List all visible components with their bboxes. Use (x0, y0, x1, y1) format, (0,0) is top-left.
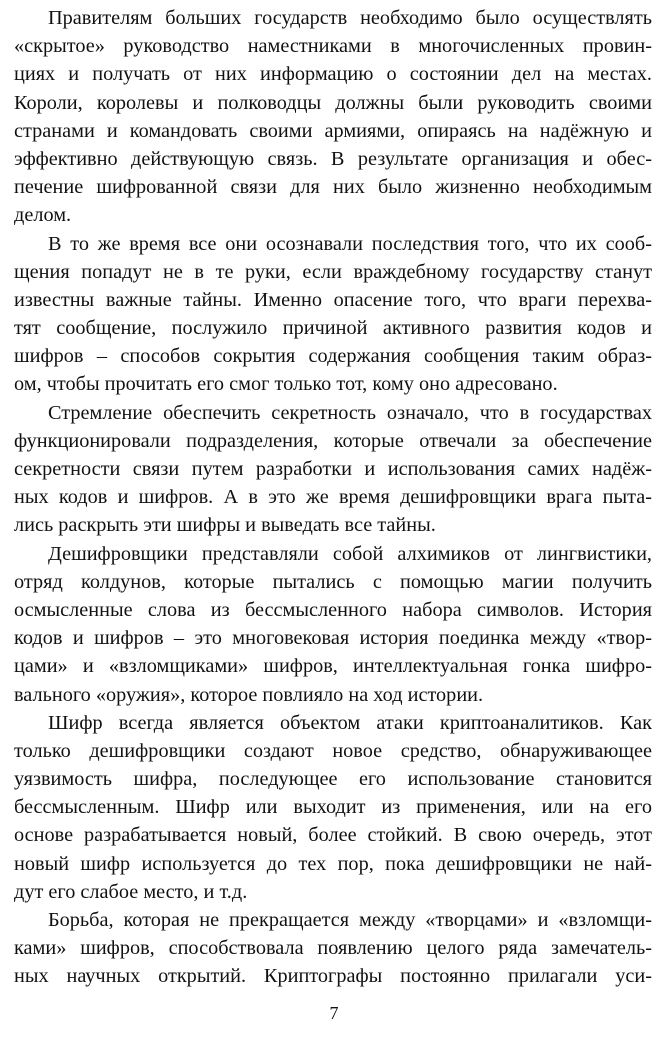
text-line: отряд колдунов, которые пытались с помощью магии получить (14, 570, 652, 593)
text-line: ками» шифров, способствовала появлению целого ряда замечатель- (14, 937, 652, 960)
text-line: основе разрабатывается новый, более стойкий. В свою очередь, этот (14, 824, 652, 847)
text-line: тят сообщение, послужило причиной активного развития кодов и (14, 317, 652, 340)
text-line: цами» и «взломщиками» шифров, интеллектуальная гонка шифро- (14, 655, 652, 678)
text-line: Короли, королевы и полководцы должны были руководить своими (14, 91, 652, 114)
paragraph (14, 709, 652, 906)
text-line: делом. (14, 204, 72, 227)
text-line: странами и командовать своими армиями, опираясь на надёжную и (14, 119, 652, 142)
text-line: кодов и шифров – это многовековая история поединка между «твор- (14, 627, 652, 650)
text-line: известны важные тайны. Именно опасение того, что враги перехва- (14, 288, 652, 311)
text-line: циях и получать от них информацию о состоянии дел на местах. (14, 63, 652, 86)
text-line: «скрытое» руководство наместниками в многочисленных провин- (14, 35, 652, 58)
text-line: В то же время все они осознавали последствия того, что их сооб- (48, 232, 652, 255)
text-line: осмысленные слова из бессмысленного набора символов. История (14, 598, 652, 621)
text-line: Стремление обеспечить секретность означало, что в государствах (48, 401, 652, 424)
text-line: Борьба, которая не прекращается между «творцами» и «взломщи- (48, 909, 652, 931)
paragraph (14, 4, 652, 230)
text-line: щения попадут не в те руки, если враждебному государству станут (14, 260, 652, 283)
text-line: секретности связи путем разработки и использования самих надёж- (14, 458, 652, 480)
text-line: только дешифровщики создают новое средство, обнаруживающее (14, 739, 652, 762)
paragraph (14, 540, 652, 709)
text-line: лись раскрыть эти шифры и выведать все тайны. (14, 514, 436, 537)
page-body (14, 4, 652, 991)
text-line: вального «оружия», которое повлияло на ход истории. (14, 683, 484, 706)
text-line: печение шифрованной связи для них было жизненно необходимым (14, 176, 652, 199)
text-line: Дешифровщики представляли собой алхимиков от лингвистики, (48, 542, 652, 565)
text-line: шифров – способов сокрытия содержания сообщения таким образ- (14, 345, 652, 368)
paragraph (14, 399, 652, 540)
text-line: ных кодов и шифров. А в это же время дешифровщики врага пыта- (14, 486, 652, 509)
text-line: дут его слабое место, и т.д. (14, 880, 248, 903)
page-number: 7 (329, 1003, 339, 1023)
text-line: ных научных открытий. Криптографы постоянно прилагали уси- (14, 965, 652, 988)
text-line: функционировали подразделения, которые отвечали за обеспечение (14, 429, 652, 452)
text-line: уязвимость шифра, последующее его использование становится (14, 768, 652, 791)
text-line: Правителям больших государств необходимо было осуществлять (48, 7, 652, 29)
text-line: Шифр всегда является объектом атаки криптоаналитиков. Как (48, 711, 652, 734)
paragraph (14, 230, 652, 399)
text-line: эффективно действующую связь. В результате организация и обес- (14, 147, 652, 170)
paragraph (14, 906, 652, 991)
text-line: новый шифр используется до тех пор, пока дешифровщики не най- (14, 852, 652, 875)
text-line: ом, чтобы прочитать его смог только тот, кому оно адресовано. (14, 373, 558, 396)
text-line: бессмысленным. Шифр или выходит из применения, или на его (14, 796, 652, 819)
